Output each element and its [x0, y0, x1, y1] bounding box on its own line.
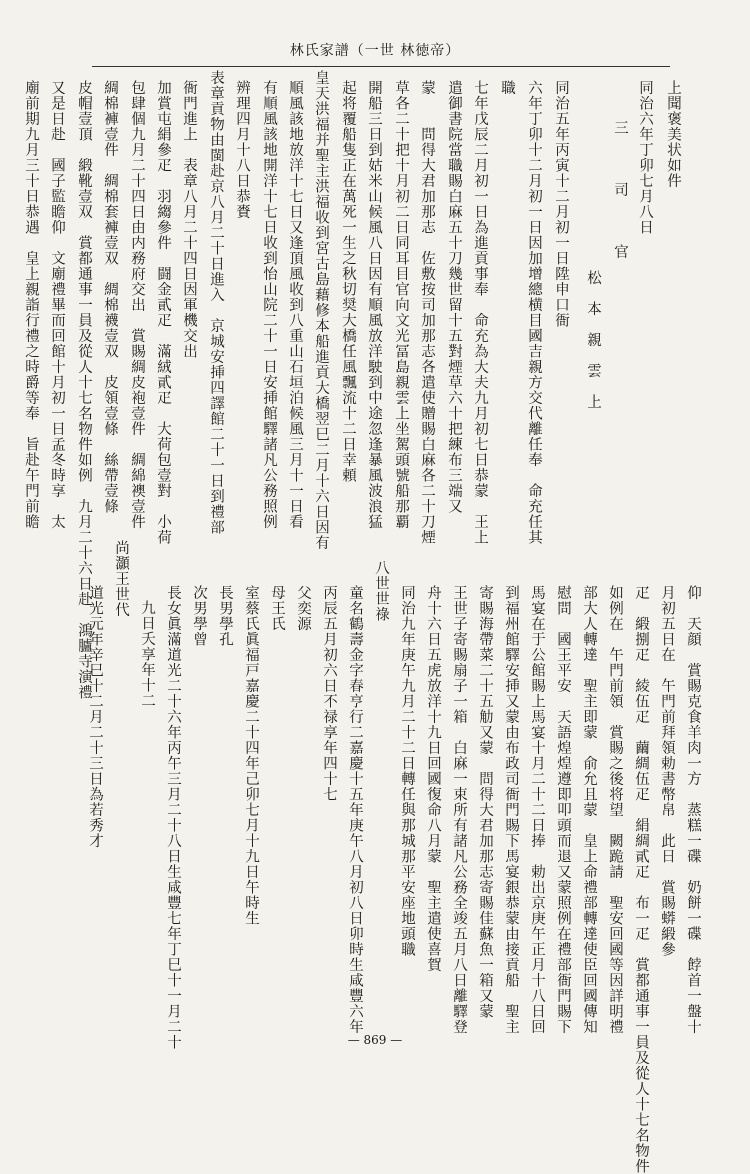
lower-column: 舟十六日五虎放洋十九日回國復命八月蒙 聖主遣使喜賀	[425, 585, 441, 973]
upper-column: 表章貢物由閩赴京八月二十日進入 京城安挿四譯館二十一日到禮部	[208, 70, 224, 535]
running-header: 林氏家譜（一世 林徳帝）	[289, 43, 461, 59]
lower-column: 到福州館驛安挿又蒙由布政司衙門賜下馬宴銀恭蒙由接貢船 聖主	[503, 585, 519, 1035]
upper-column: 職	[499, 80, 515, 96]
upper-column: 蒙 問得大君加那志 佐敷按司加那志各遣使贈賜白麻各二十刀煙	[419, 80, 435, 545]
upper-column: 皇天洪福并聖主洪福收到宮古島藉修本船進貢大橋翌巳二月十六日因有	[313, 70, 329, 551]
upper-column: 皮帽壹頂 緞靴壹双 賞都通事一員及從人十七名物件如例 九月二十六日赴 鴻臚寺演禮	[76, 80, 92, 700]
page-number: — 869 —	[347, 1033, 403, 1047]
lower-column: 道光元年辛巳十二月二十三日為若秀才	[87, 585, 103, 849]
lower-column: 九日夭享年十二	[139, 600, 155, 709]
lower-column: 慰問 國王平安 天語煌煌遵即叩頭而退又蒙照例在禮部衙門賜下	[555, 585, 571, 1035]
lower-column: 如例在 午門前領 賞賜之後将望 闕跪請 聖安回國等因詳明禮	[607, 585, 623, 1035]
upper-column: 上聞褒美状如件	[665, 80, 681, 189]
lower-column: 寄賜海帶菜二十五觔又蒙 問得大君加那志寄賜佳蘇魚一箱又蒙	[477, 585, 493, 1019]
upper-column: 包肆個九月二十四日由内務府交出 賞賜綢皮袍壹件 綢綿襖壹件	[129, 80, 145, 530]
upper-column: 三 司 官	[612, 120, 628, 260]
upper-column: 開船三日到姑米山候風八日因有順風放洋駛到中途忽逢暴風波浪猛	[366, 80, 382, 530]
upper-column: 遣御書院當職賜白麻五十刀幾世留十五對煙草六十把練布三端又	[446, 80, 462, 514]
upper-column: 衙門進上 表章八月二十四日因軍機交出	[181, 80, 197, 359]
upper-column: 草各二十把十月初二日同耳目官向文光冨島親雲上坐駕頭號船那覇	[393, 80, 409, 530]
header-rule	[92, 66, 670, 67]
lower-column: 童名鶴壽金字春亨行二嘉慶十五年庚午八月初八日卯時生咸豐六年	[347, 585, 363, 1035]
lower-column: 王世子寄賜扇子一箱 白麻一束所有諸凡公務全竣五月八日離驛登	[451, 585, 467, 1035]
upper-column: 七年戊辰二月初一日為進貢事奉 命充為大夫九月初七日恭蒙 王上	[472, 80, 488, 545]
upper-column: 有順風該地開洋十七日收到怡山院二十一日安挿館驛諸凡公務照例	[261, 80, 277, 530]
upper-column: 松 本 親 雲 上	[585, 270, 601, 410]
lower-column: 父奕源	[295, 585, 311, 632]
lower-column: 尚灝王世代	[113, 540, 129, 618]
upper-column: 順風該地放洋十七日又逢頂風收到八重山石垣泊候風三月十一日看	[287, 80, 303, 530]
lower-column: 疋 緞捌疋 綾伍疋 繭綢伍疋 絹綢貳疋 布一疋 賞都通事一員及從人十七名物件	[633, 585, 649, 1174]
lower-column: 部大人轉達 聖主即蒙 俞允且蒙 皇上命禮部轉達使臣回國傳知	[581, 585, 597, 1035]
upper-column: 加賞屯絹參疋 羽縐參件 闘金貳疋 滿絨貳疋 大荷包壹對 小荷	[155, 80, 171, 545]
upper-column: 六年丁卯十二月初一日因加增總横目國吉親方交代離任奉 命充任其	[526, 80, 542, 545]
lower-column: 長男學孔	[217, 585, 233, 647]
lower-column: 室蔡氏眞福戸嘉慶二十四年己卯七月十九日午時生	[243, 585, 259, 926]
upper-column: 同治五年丙寅十二月初一日陞申口衙	[553, 80, 569, 328]
lower-column: 丙辰五月初六日不禄享年四十七	[321, 585, 337, 802]
lower-column: 仰 天顔 賞賜克食羊肉一方 蒸糕一碟 奶餅一碟 餑首一盤十	[685, 585, 701, 1035]
lower-column: 次男學曾	[191, 585, 207, 647]
upper-column: 起将覆船隻正在萬死一生之秋切奨大橋任風飄流十二日幸頼	[340, 80, 356, 483]
upper-column: 廟前期九月三十日恭遇 皇上親詣行禮之時爵等奉 旨赴午門前瞻	[23, 80, 39, 530]
upper-column: 辨理四月十八日恭賚	[234, 80, 250, 220]
lower-column: 馬宴在于公館賜上馬宴十月二十二日捧 勅出京庚午正月十八日回	[529, 585, 545, 1035]
upper-column: 同治六年丁卯七月八日	[637, 80, 653, 235]
upper-column: 又是日赴 國子監瞻仰 文廟禮畢而回館十月初一日孟冬時享 太	[49, 80, 65, 530]
lower-column: 同治九年庚午九月二十二日轉任與那城那平安座地頭職	[399, 585, 415, 957]
lower-column: 母王氏	[269, 585, 285, 632]
lower-column: 月初五日在 午門前拜領勅書幣帛 此日 賞賜蟒緞參	[659, 585, 675, 957]
section-heading: 八世世祿	[373, 560, 389, 622]
upper-column: 綢棉褲壹件 綢棉套褲壹双 綢棉襪壹双 皮領壹條 絲帶壹條	[102, 80, 118, 514]
lower-column: 長女眞滿道光二十六年丙午三月二十八日生咸豐七年丁巳十一月二十	[165, 585, 181, 1050]
